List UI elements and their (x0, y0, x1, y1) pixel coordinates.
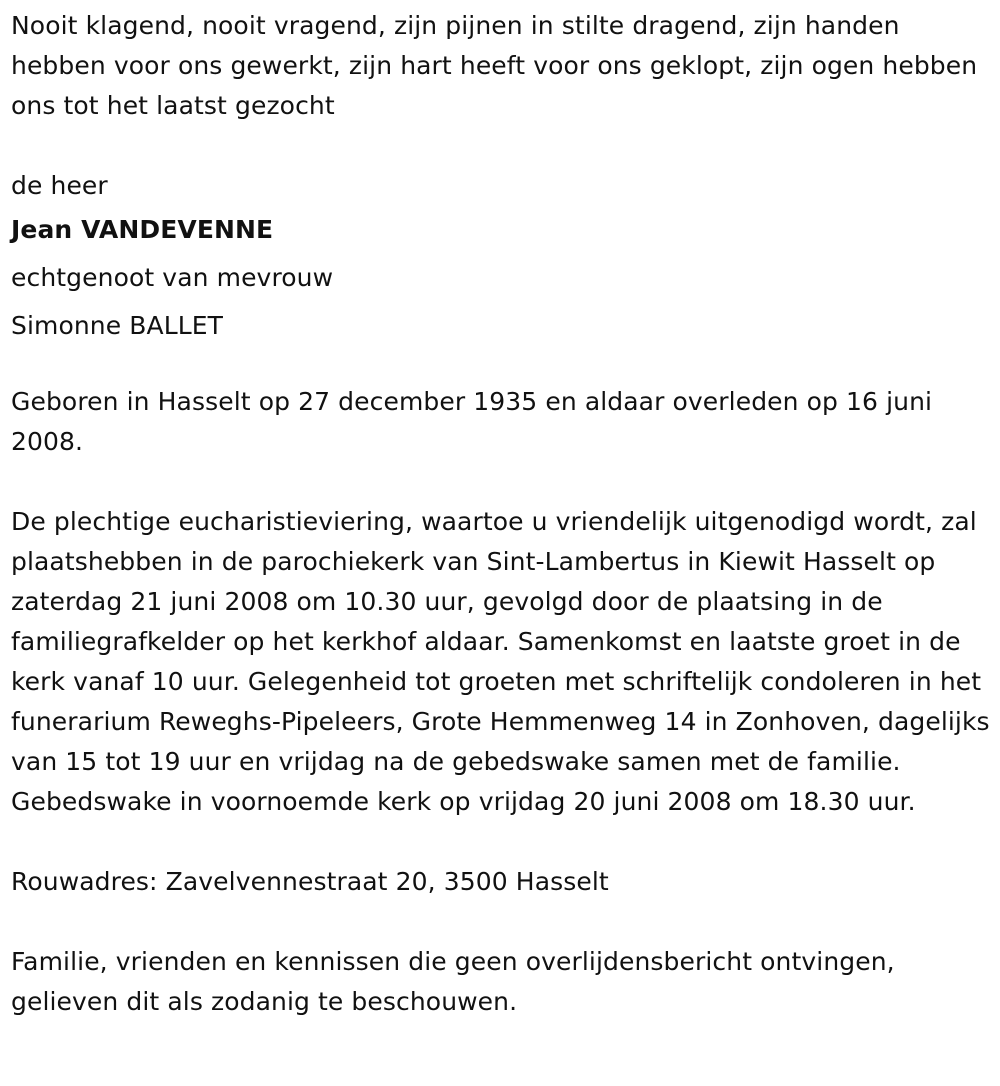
spouse-label: echtgenoot van mevrouw (11, 263, 334, 292)
closing-note: Familie, vrienden en kennissen die geen overlijdensbericht ontvingen, gelieven dit als zodanig te beschouwen. (11, 947, 895, 1016)
mourning-address: Rouwadres: Zavelvennestraat 20, 3500 Hasselt (11, 867, 609, 896)
spacer (11, 126, 992, 166)
deceased-name: Jean VANDEVENNE (11, 215, 274, 244)
service-details: De plechtige eucharistieviering, waartoe u vriendelijk uitgenodigd wordt, zal plaatshebben in de parochiekerk van Sint-Lambertus in Kiewit Hasselt op zaterdag 21 juni 2008 om 10.30 uur, gevolgd door de plaatsing in de familiegrafkelder op het kerkhof aldaar. Samenkomst en laatste groet in de kerk vanaf 10 uur. Gelegenheid tot groeten met schriftelijk condoleren in het funerarium Reweghs-Pipeleers, Grote Hemmenweg 14 in Zonhoven, dagelijks van 15 tot 19 uur en vrijdag na de gebedswake samen met de familie. Gebedswake in voornoemde kerk op vrijdag 20 juni 2008 om 18.30 uur. (11, 507, 990, 816)
spacer (11, 902, 992, 942)
spouse-name: Simonne BALLET (11, 311, 224, 340)
salutation: de heer (11, 171, 108, 200)
spacer (11, 462, 992, 502)
spacer (11, 350, 992, 382)
birth-death-statement: Geboren in Hasselt op 27 december 1935 en aldaar overleden op 16 juni 2008. (11, 387, 933, 456)
spacer (11, 822, 992, 862)
intro-verse: Nooit klagend, nooit vragend, zijn pijnen in stilte dragend, zijn handen hebben voor ons gewerkt, zijn hart heeft voor ons geklopt, zijn ogen hebben ons tot het laatst gezocht (11, 11, 978, 120)
